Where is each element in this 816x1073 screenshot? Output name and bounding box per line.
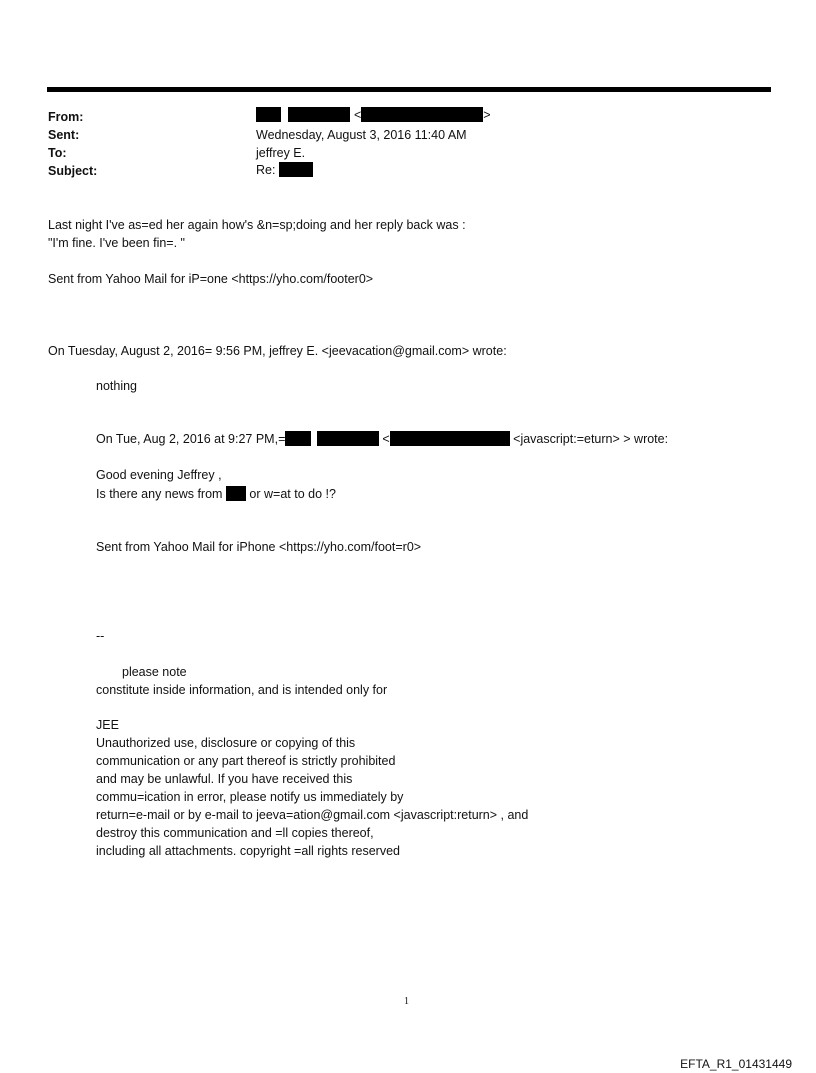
from-label: From: xyxy=(48,110,84,124)
from-email-open: < xyxy=(353,108,362,122)
subject-label: Subject: xyxy=(48,164,98,178)
disclaimer-line: destroy this communication and =ll copies thereof, xyxy=(96,826,374,840)
redaction-box xyxy=(279,162,313,177)
body-line: Last night I've as=ed her again how's &n=sp;doing and her reply back was : xyxy=(48,218,466,232)
inner-quote-suffix: <javascript:=eturn> > wrote: xyxy=(513,432,669,446)
disclaimer-line: communication or any part thereof is strictly prohibited xyxy=(96,754,396,768)
inner-signature-line: Sent from Yahoo Mail for iPhone <https://yho.com/foot=r0> xyxy=(96,540,422,554)
greeting-line: Good evening Jeffrey , xyxy=(96,468,222,482)
subject-prefix: Re: xyxy=(256,163,276,177)
subject-value xyxy=(256,162,313,177)
page-number: 1 xyxy=(404,996,409,1007)
redaction-box xyxy=(361,107,483,122)
sent-value: Wednesday, August 3, 2016 11:40 AM xyxy=(256,128,467,142)
signature-line: Sent from Yahoo Mail for iP=one <https://yho.com/footer0> xyxy=(48,272,374,286)
redaction-box xyxy=(285,431,311,446)
redaction-box xyxy=(256,107,281,122)
inner-quote-open: < xyxy=(382,432,390,446)
redaction-box xyxy=(288,107,350,122)
to-label: To: xyxy=(48,146,67,160)
redaction-box xyxy=(226,486,246,501)
bates-number: EFTA_R1_01431449 xyxy=(680,1057,792,1071)
to-value: jeffrey E. xyxy=(256,146,306,160)
redaction-box xyxy=(390,431,510,446)
disclaimer-line: Unauthorized use, disclosure or copying of this xyxy=(96,736,356,750)
from-value xyxy=(256,107,491,122)
redaction-box xyxy=(317,431,379,446)
separator: -- xyxy=(96,629,105,643)
inner-quote-prefix: On Tue, Aug 2, 2016 at 9:27 PM,= xyxy=(96,432,286,446)
question-prefix: Is there any news from xyxy=(96,487,223,501)
quote-header: On Tuesday, August 2, 2016= 9:56 PM, jeffrey E. <jeevacation@gmail.com> wrote: xyxy=(48,344,507,358)
disclaimer-line: and may be unlawful. If you have received this xyxy=(96,772,353,786)
question-suffix: or w=at to do !? xyxy=(249,487,336,501)
reply-text: nothing xyxy=(96,379,138,393)
disclaimer-line: commu=ication in error, please notify us immediately by xyxy=(96,790,404,804)
from-email-close: > xyxy=(483,108,491,122)
header-rule xyxy=(47,87,771,92)
body-line: "I'm fine. I've been fin=. " xyxy=(48,236,185,250)
disclaimer-note: please note xyxy=(122,665,187,679)
disclaimer-line: including all attachments. copyright =all rights reserved xyxy=(96,844,400,858)
disclaimer-line: return=e-mail or by e-mail to jeeva=ation@gmail.com <javascript:return> , and xyxy=(96,808,529,822)
inner-quote-header xyxy=(96,431,668,446)
disclaimer-jee: JEE xyxy=(96,718,119,732)
disclaimer-line: constitute inside information, and is intended only for xyxy=(96,683,388,697)
question-line xyxy=(96,486,336,501)
sent-label: Sent: xyxy=(48,128,80,142)
